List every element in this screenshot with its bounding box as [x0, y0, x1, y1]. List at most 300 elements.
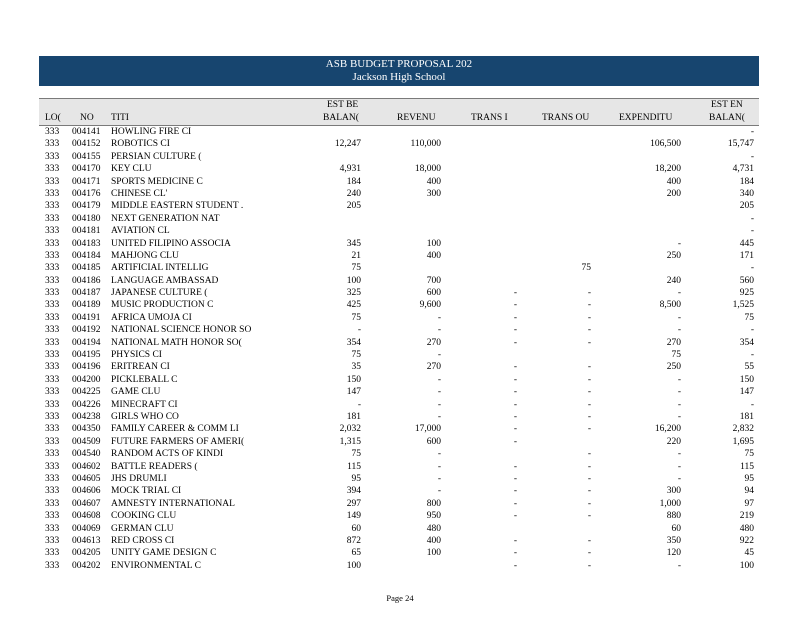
cell-loc: 333: [45, 275, 60, 286]
cell-title: CHINESE CL': [111, 188, 168, 199]
cell-loc: 333: [45, 362, 60, 373]
table-row: [39, 485, 759, 497]
cell-title: ARTIFICIAL INTELLIG: [111, 263, 209, 274]
cell-title: COOKING CLU: [111, 511, 177, 522]
cell-rev: 600: [426, 436, 441, 447]
table-row: [39, 436, 759, 448]
cell-rev: -: [437, 387, 441, 398]
cell-exp: 300: [666, 486, 681, 497]
cell-beg: 4,931: [339, 164, 361, 175]
cell-loc: 333: [45, 411, 60, 422]
cell-beg: 60: [351, 523, 361, 534]
cell-tout: -: [587, 424, 591, 435]
cell-end: 97: [744, 498, 754, 509]
cell-no: 004200: [72, 374, 101, 385]
cell-title: ENVIRONMENTAL C: [111, 560, 201, 571]
cell-beg: 100: [346, 560, 361, 571]
cell-end: 4,731: [732, 164, 754, 175]
cell-loc: 333: [45, 436, 60, 447]
cell-rev: 100: [426, 548, 441, 559]
cell-end: 150: [739, 374, 754, 385]
cell-loc: 333: [45, 461, 60, 472]
cell-exp: 16,200: [654, 424, 681, 435]
cell-no: 004155: [72, 151, 101, 162]
cell-title: BATTLE READERS (: [111, 461, 198, 472]
cell-exp: -: [677, 399, 681, 410]
cell-beg: 425: [346, 300, 361, 311]
cell-rev: 800: [426, 498, 441, 509]
cell-exp: -: [677, 461, 681, 472]
cell-end: -: [750, 263, 754, 274]
cell-beg: 95: [351, 473, 361, 484]
col-header-title: TITI: [111, 113, 129, 123]
cell-end: 219: [739, 511, 754, 522]
cell-end: 100: [739, 560, 754, 571]
cell-tout: -: [587, 535, 591, 546]
cell-end: 75: [744, 449, 754, 460]
cell-title: KEY CLU: [111, 164, 152, 175]
cell-loc: 333: [45, 213, 60, 224]
table-row: [39, 349, 759, 361]
cell-loc: 333: [45, 486, 60, 497]
cell-tout: -: [587, 300, 591, 311]
cell-loc: 333: [45, 535, 60, 546]
cell-tin: -: [513, 300, 517, 311]
cell-beg: 184: [346, 176, 361, 187]
cell-beg: 181: [346, 411, 361, 422]
cell-no: 004225: [72, 387, 101, 398]
cell-no: 004605: [72, 473, 101, 484]
cell-loc: 333: [45, 387, 60, 398]
cell-beg: 21: [351, 250, 361, 261]
cell-tout: -: [587, 362, 591, 373]
cell-rev: -: [437, 486, 441, 497]
cell-no: 004189: [72, 300, 101, 311]
cell-no: 004540: [72, 449, 101, 460]
table-row: [39, 262, 759, 274]
cell-beg: 149: [346, 511, 361, 522]
cell-loc: 333: [45, 312, 60, 323]
cell-tin: -: [513, 387, 517, 398]
col-header-end-top: EST EN: [711, 100, 743, 110]
cell-beg: 75: [351, 449, 361, 460]
cell-loc: 333: [45, 523, 60, 534]
cell-no: 004179: [72, 201, 101, 212]
cell-loc: 333: [45, 337, 60, 348]
cell-exp: -: [677, 449, 681, 460]
table-row: [39, 361, 759, 373]
cell-beg: 394: [346, 486, 361, 497]
cell-exp: -: [677, 312, 681, 323]
cell-tin: -: [513, 325, 517, 336]
cell-beg: 205: [346, 201, 361, 212]
cell-rev: 9,600: [419, 300, 441, 311]
cell-title: LANGUAGE AMBASSAD: [111, 275, 219, 286]
cell-title: AFRICA UMOJA CI: [111, 312, 192, 323]
col-header-end-bottom: BALAN(: [709, 113, 745, 123]
cell-end: 45: [744, 548, 754, 559]
cell-beg: -: [357, 325, 361, 336]
cell-rev: 18,000: [414, 164, 441, 175]
col-header-revenue: REVENU: [397, 113, 436, 123]
cell-exp: -: [677, 473, 681, 484]
cell-title: NATIONAL MATH HONOR SO(: [111, 337, 242, 348]
cell-end: -: [750, 213, 754, 224]
cell-end: 95: [744, 473, 754, 484]
cell-beg: 354: [346, 337, 361, 348]
cell-title: FUTURE FARMERS OF AMERI(: [111, 436, 245, 447]
cell-title: FAMILY CAREER & COMM LI: [111, 424, 239, 435]
cell-tin: -: [513, 511, 517, 522]
table-row: [39, 238, 759, 250]
cell-no: 004171: [72, 176, 101, 187]
cell-beg: 12,247: [334, 139, 361, 150]
cell-rev: 400: [426, 250, 441, 261]
table-row: [39, 547, 759, 559]
cell-end: 147: [739, 387, 754, 398]
cell-no: 004202: [72, 560, 101, 571]
cell-loc: 333: [45, 151, 60, 162]
cell-title: ROBOTICS CI: [111, 139, 170, 150]
cell-rev: 480: [426, 523, 441, 534]
cell-rev: -: [437, 473, 441, 484]
cell-no: 004608: [72, 511, 101, 522]
table-row: [39, 138, 759, 150]
cell-no: 004238: [72, 411, 101, 422]
cell-no: 004181: [72, 226, 101, 237]
cell-rev: 270: [426, 362, 441, 373]
cell-title: PHYSICS CI: [111, 350, 162, 361]
cell-tin: -: [513, 486, 517, 497]
cell-title: GERMAN CLU: [111, 523, 174, 534]
cell-loc: 333: [45, 139, 60, 150]
cell-no: 004185: [72, 263, 101, 274]
cell-exp: 75: [671, 350, 681, 361]
table-row: [39, 461, 759, 473]
cell-end: 94: [744, 486, 754, 497]
table-row: [39, 188, 759, 200]
cell-rev: 950: [426, 511, 441, 522]
cell-loc: 333: [45, 325, 60, 336]
table-row: [39, 386, 759, 398]
col-header-expenditures: EXPENDITU: [619, 113, 673, 123]
cell-tout: -: [587, 374, 591, 385]
cell-end: 354: [739, 337, 754, 348]
cell-end: -: [750, 399, 754, 410]
cell-beg: 1,315: [339, 436, 361, 447]
cell-tout: -: [587, 337, 591, 348]
cell-tout: -: [587, 511, 591, 522]
table-row: [39, 337, 759, 349]
cell-loc: 333: [45, 127, 60, 137]
cell-rev: -: [437, 411, 441, 422]
cell-beg: 115: [347, 461, 361, 472]
cell-no: 004152: [72, 139, 101, 150]
cell-no: 004613: [72, 535, 101, 546]
table-row: [39, 324, 759, 336]
cell-beg: 345: [346, 238, 361, 249]
cell-end: 75: [744, 312, 754, 323]
cell-no: 004606: [72, 486, 101, 497]
cell-tout: -: [587, 461, 591, 472]
cell-rev: 600: [426, 288, 441, 299]
table-row: [39, 448, 759, 460]
cell-no: 004187: [72, 288, 101, 299]
cell-exp: -: [677, 288, 681, 299]
cell-loc: 333: [45, 560, 60, 571]
cell-no: 004183: [72, 238, 101, 249]
cell-beg: 297: [346, 498, 361, 509]
cell-tin: -: [513, 312, 517, 323]
cell-exp: 60: [671, 523, 681, 534]
cell-no: 004192: [72, 325, 101, 336]
cell-loc: 333: [45, 164, 60, 175]
cell-rev: 700: [426, 275, 441, 286]
cell-end: 925: [739, 288, 754, 299]
cell-tin: -: [513, 498, 517, 509]
cell-tin: -: [513, 424, 517, 435]
cell-rev: -: [437, 312, 441, 323]
cell-end: -: [750, 325, 754, 336]
cell-end: 55: [744, 362, 754, 373]
table-row: [39, 498, 759, 510]
cell-exp: 880: [666, 511, 681, 522]
table-row: [39, 374, 759, 386]
cell-no: 004176: [72, 188, 101, 199]
cell-exp: -: [677, 560, 681, 571]
cell-end: 340: [739, 188, 754, 199]
col-header-beg-bottom: BALAN(: [323, 113, 359, 123]
cell-tout: -: [587, 486, 591, 497]
cell-no: 004205: [72, 548, 101, 559]
cell-rev: 270: [426, 337, 441, 348]
cell-rev: 300: [426, 188, 441, 199]
cell-title: AVIATION CL: [111, 226, 170, 237]
cell-tin: -: [513, 535, 517, 546]
cell-rev: -: [437, 399, 441, 410]
cell-tout: -: [587, 399, 591, 410]
cell-loc: 333: [45, 288, 60, 299]
cell-rev: 400: [426, 535, 441, 546]
cell-no: 004184: [72, 250, 101, 261]
cell-tin: -: [513, 560, 517, 571]
cell-no: 004602: [72, 461, 101, 472]
table-header: [39, 98, 759, 126]
cell-no: 004196: [72, 362, 101, 373]
cell-exp: -: [677, 325, 681, 336]
cell-rev: 100: [426, 238, 441, 249]
cell-exp: 1,000: [659, 498, 681, 509]
table-row: [39, 312, 759, 324]
table-row: [39, 560, 759, 572]
cell-tout: -: [587, 560, 591, 571]
cell-beg: 150: [346, 374, 361, 385]
col-header-loc: LO(: [45, 113, 61, 123]
cell-rev: -: [437, 325, 441, 336]
cell-loc: 333: [45, 300, 60, 311]
table-row: [39, 151, 759, 163]
cell-beg: 65: [351, 548, 361, 559]
table-row: [39, 510, 759, 522]
cell-loc: 333: [45, 511, 60, 522]
cell-tin: -: [513, 461, 517, 472]
cell-loc: 333: [45, 399, 60, 410]
cell-exp: 8,500: [659, 300, 681, 311]
cell-end: 480: [739, 523, 754, 534]
cell-end: 2,832: [732, 424, 754, 435]
cell-tout: -: [587, 312, 591, 323]
cell-rev: -: [437, 374, 441, 385]
cell-exp: 18,200: [654, 164, 681, 175]
table-row: [39, 411, 759, 423]
cell-exp: 400: [666, 176, 681, 187]
cell-title: JAPANESE CULTURE (: [111, 288, 208, 299]
page-number: Page 24: [386, 593, 414, 603]
cell-tin: -: [513, 473, 517, 484]
cell-tout: -: [587, 449, 591, 460]
table-row: [39, 535, 759, 547]
table-row: [39, 213, 759, 225]
cell-title: ERITREAN CI: [111, 362, 170, 373]
cell-loc: 333: [45, 374, 60, 385]
cell-title: HOWLING FIRE CI: [111, 127, 192, 137]
cell-end: 15,747: [727, 139, 754, 150]
cell-loc: 333: [45, 226, 60, 237]
cell-beg: 240: [346, 188, 361, 199]
cell-title: UNITED FILIPINO ASSOCIA: [111, 238, 231, 249]
table-row: [39, 250, 759, 262]
cell-end: 171: [739, 250, 754, 261]
cell-loc: 333: [45, 449, 60, 460]
cell-loc: 333: [45, 188, 60, 199]
cell-beg: 100: [346, 275, 361, 286]
cell-title: PERSIAN CULTURE (: [111, 151, 202, 162]
cell-title: PICKLEBALL C: [111, 374, 178, 385]
cell-exp: 200: [666, 188, 681, 199]
cell-tin: -: [513, 337, 517, 348]
cell-beg: 75: [351, 350, 361, 361]
cell-exp: 250: [666, 250, 681, 261]
cell-rev: 17,000: [414, 424, 441, 435]
cell-end: 1,695: [732, 436, 754, 447]
cell-exp: 250: [666, 362, 681, 373]
table-row: [39, 523, 759, 535]
cell-exp: 220: [666, 436, 681, 447]
cell-title: MOCK TRIAL CI: [111, 486, 182, 497]
cell-no: 004226: [72, 399, 101, 410]
cell-exp: 120: [666, 548, 681, 559]
cell-exp: 240: [666, 275, 681, 286]
cell-no: 004509: [72, 436, 101, 447]
cell-title: NATIONAL SCIENCE HONOR SO: [111, 325, 252, 336]
budget-table: [39, 98, 759, 572]
cell-exp: -: [677, 387, 681, 398]
cell-loc: 333: [45, 498, 60, 509]
school-name: Jackson High School: [352, 71, 446, 83]
cell-end: 205: [739, 201, 754, 212]
cell-title: SPORTS MEDICINE C: [111, 176, 203, 187]
table-row: [39, 176, 759, 188]
cell-loc: 333: [45, 263, 60, 274]
cell-end: 922: [739, 535, 754, 546]
cell-tin: -: [513, 436, 517, 447]
cell-no: 004191: [72, 312, 101, 323]
cell-beg: 325: [346, 288, 361, 299]
table-row: [39, 275, 759, 287]
cell-title: RANDOM ACTS OF KINDI: [111, 449, 224, 460]
cell-tin: -: [513, 411, 517, 422]
cell-no: 004141: [72, 127, 101, 137]
cell-end: -: [750, 226, 754, 237]
cell-tout: -: [587, 548, 591, 559]
cell-loc: 333: [45, 424, 60, 435]
cell-end: 184: [739, 176, 754, 187]
cell-beg: -: [357, 399, 361, 410]
table-row: [39, 299, 759, 311]
cell-exp: 350: [666, 535, 681, 546]
table-body: [39, 126, 759, 572]
cell-no: 004180: [72, 213, 101, 224]
cell-title: AMNESTY INTERNATIONAL: [111, 498, 235, 509]
cell-loc: 333: [45, 473, 60, 484]
cell-beg: 147: [346, 387, 361, 398]
col-header-beg-top: EST BE: [327, 100, 359, 110]
report-header-banner: [39, 56, 759, 86]
cell-tin: -: [513, 374, 517, 385]
cell-beg: 872: [346, 535, 361, 546]
cell-title: MINECRAFT CI: [111, 399, 178, 410]
cell-exp: -: [677, 238, 681, 249]
cell-tin: -: [513, 288, 517, 299]
cell-title: UNITY GAME DESIGN C: [111, 548, 217, 559]
table-row: [39, 473, 759, 485]
cell-no: 004350: [72, 424, 101, 435]
table-row: [39, 126, 759, 138]
cell-tout: -: [587, 387, 591, 398]
cell-beg: 75: [351, 263, 361, 274]
cell-no: 004186: [72, 275, 101, 286]
cell-rev: -: [437, 350, 441, 361]
table-row: [39, 287, 759, 299]
cell-exp: 270: [666, 337, 681, 348]
table-row: [39, 225, 759, 237]
cell-no: 004607: [72, 498, 101, 509]
col-header-no: NO: [80, 113, 94, 123]
cell-title: MAHJONG CLU: [111, 250, 179, 261]
cell-end: -: [750, 151, 754, 162]
col-header-trans-out: TRANS OU: [542, 113, 590, 123]
table-row: [39, 163, 759, 175]
cell-end: 181: [739, 411, 754, 422]
cell-tout: -: [587, 498, 591, 509]
table-row: [39, 200, 759, 212]
cell-tout: -: [587, 473, 591, 484]
cell-end: -: [750, 127, 754, 137]
cell-title: NEXT GENERATION NAT: [111, 213, 220, 224]
cell-no: 004069: [72, 523, 101, 534]
cell-end: -: [750, 350, 754, 361]
cell-no: 004170: [72, 164, 101, 175]
table-row: [39, 399, 759, 411]
cell-exp: -: [677, 411, 681, 422]
cell-rev: -: [437, 461, 441, 472]
cell-rev: 110,000: [410, 139, 441, 150]
cell-beg: 75: [351, 312, 361, 323]
report-title: ASB BUDGET PROPOSAL 202: [325, 58, 473, 70]
cell-beg: 2,032: [339, 424, 361, 435]
cell-loc: 333: [45, 350, 60, 361]
cell-title: MIDDLE EASTERN STUDENT .: [111, 201, 244, 212]
